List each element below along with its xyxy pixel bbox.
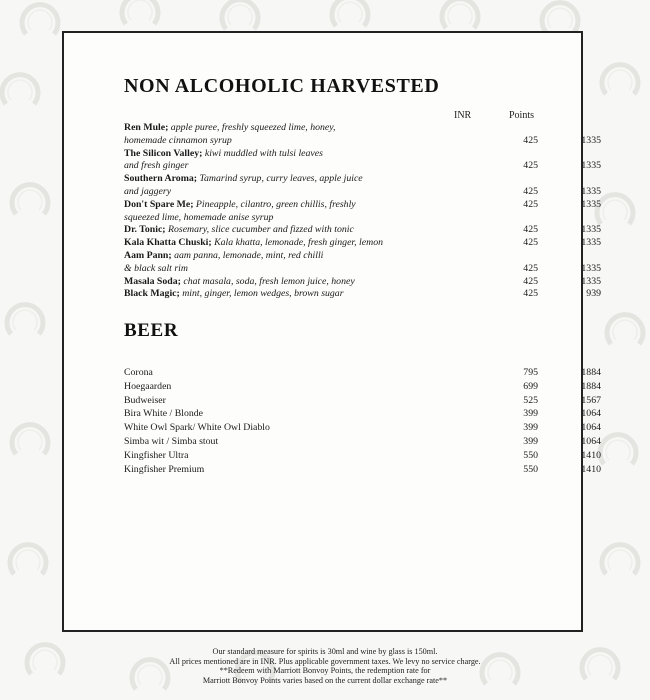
item-name: Dr. Tonic;: [124, 224, 166, 236]
item-name: Black Magic;: [124, 288, 180, 300]
beer-name: Corona: [124, 367, 153, 378]
menu-line: [124, 224, 601, 237]
item-name: Kala Khatta Chuski;: [124, 237, 212, 249]
item-name: Don't Spare Me;: [124, 198, 194, 210]
beer-points: 1567: [581, 394, 601, 406]
beer-row: [124, 380, 601, 394]
item-description: mint, ginger, lemon wedges, brown sugar: [179, 288, 344, 300]
beer-name: Bira White / Blonde: [124, 408, 203, 420]
beer-name: White Owl Spark/ White Owl Diablo: [124, 422, 270, 434]
item-price: 425: [523, 160, 538, 172]
beer-price: 525: [523, 394, 538, 406]
item-price: 425: [523, 224, 538, 236]
item-points: 939: [586, 288, 601, 300]
beer-points: 1064: [581, 422, 601, 434]
beer-points: 1884: [581, 367, 601, 378]
beer-name: Hoegaarden: [124, 380, 172, 392]
footer-redeem-note: **Redeem with Marriott Bonvoy Points, the redemption rate for: [219, 666, 431, 676]
item-points: 1335: [581, 134, 601, 146]
beer-name: Simba wit / Simba stout: [124, 435, 219, 447]
menu-card: [62, 31, 601, 632]
beer-points: 1410: [581, 449, 601, 461]
item-points: 1335: [581, 185, 601, 197]
footer-notes: [0, 647, 650, 685]
beer-row: [124, 366, 601, 380]
item-points: 1335: [581, 160, 601, 172]
beer-name: Kingfisher Ultra: [124, 449, 189, 461]
beer-name: Budweiser: [124, 394, 166, 406]
beer-name: Kingfisher Premium: [124, 463, 205, 475]
footer-exchange-note: Marriott Bonvoy Points varies based on the current dollar exchange rate**: [202, 675, 448, 685]
item-description: & black salt rim: [124, 262, 188, 274]
beer-row: [124, 463, 601, 477]
menu-line: [124, 198, 601, 212]
item-price: 425: [523, 262, 538, 274]
inr-column-header: INR: [454, 110, 472, 121]
beer-points: 1884: [581, 380, 601, 392]
beer-price: 550: [523, 449, 538, 461]
beer-price: 399: [523, 408, 538, 420]
beer-row: [124, 421, 601, 435]
item-description: and fresh ginger: [124, 160, 189, 172]
item-price: 425: [523, 134, 538, 146]
item-price: 425: [523, 275, 538, 287]
item-name: Masala Soda;: [124, 275, 181, 287]
beer-points: 1410: [581, 463, 601, 475]
item-description: aam panna, lemonade, mint, red chilli: [171, 249, 324, 261]
menu-line: [124, 262, 601, 276]
item-description: Kala khatta, lemonade, fresh ginger, lemon: [211, 237, 383, 249]
item-description: squeezed lime, homemade anise syrup: [124, 211, 274, 223]
menu-line: [124, 160, 601, 173]
item-name: Ren Mule;: [124, 122, 169, 133]
item-description: Tamarind syrup, curry leaves, apple juice: [197, 173, 363, 185]
beer-section-title: BEER: [124, 320, 179, 341]
menu-line: [124, 250, 554, 263]
non-alcoholic-section-title: NON ALCOHOLIC HARVESTED: [124, 75, 440, 97]
menu-line: [124, 173, 554, 186]
beer-row: [124, 435, 601, 449]
beer-item-list: [124, 366, 601, 476]
item-price: 425: [523, 185, 538, 197]
item-description: homemade cinnamon syrup: [124, 134, 232, 146]
beer-points: 1064: [581, 408, 601, 420]
menu-line: [124, 134, 601, 148]
item-name: Aam Pann;: [124, 249, 172, 261]
item-price: 425: [523, 198, 538, 210]
beer-price: 399: [523, 435, 538, 447]
footer-tax-note: All prices mentioned are in INR. Plus applicable government taxes. We levy no service charge.: [169, 656, 481, 666]
item-points: 1335: [581, 262, 601, 274]
item-name: The Silicon Valley;: [124, 147, 203, 159]
beer-row: [124, 394, 601, 408]
beer-price: 399: [523, 422, 538, 434]
menu-line: [124, 237, 601, 250]
item-description: Rosemary, slice cucumber and fizzed with tonic: [165, 224, 354, 236]
menu-line: [124, 212, 554, 225]
menu-line: [124, 148, 554, 161]
non-alcoholic-item-list: [124, 122, 601, 301]
item-description: kiwi muddled with tulsi leaves: [202, 147, 323, 159]
footer-measure-note: Our standard measure for spirits is 30ml and wine by glass is 150ml.: [212, 647, 438, 656]
item-points: 1335: [581, 198, 601, 210]
menu-line: [124, 122, 554, 135]
item-description: chat masala, soda, fresh lemon juice, honey: [180, 275, 355, 287]
item-points: 1335: [581, 275, 601, 287]
beer-points: 1064: [581, 435, 601, 447]
item-price: 425: [523, 288, 538, 300]
item-price: 425: [523, 237, 538, 249]
menu-line: [124, 275, 601, 289]
item-description: and jaggery: [124, 185, 172, 197]
beer-row: [124, 407, 601, 421]
item-points: 1335: [581, 224, 601, 236]
points-column-header: Points: [509, 110, 535, 121]
item-description: Pineapple, cilantro, green chillis, freshly: [193, 198, 356, 210]
item-points: 1335: [581, 237, 601, 249]
beer-price: 699: [523, 380, 538, 392]
beer-price: 550: [523, 463, 538, 475]
item-description: apple puree, freshly squeezed lime, honey,: [168, 122, 336, 133]
menu-line: [124, 288, 601, 301]
beer-price: 795: [523, 367, 538, 378]
menu-line: [124, 185, 601, 199]
item-name: Southern Aroma;: [124, 173, 198, 185]
beer-row: [124, 449, 601, 463]
